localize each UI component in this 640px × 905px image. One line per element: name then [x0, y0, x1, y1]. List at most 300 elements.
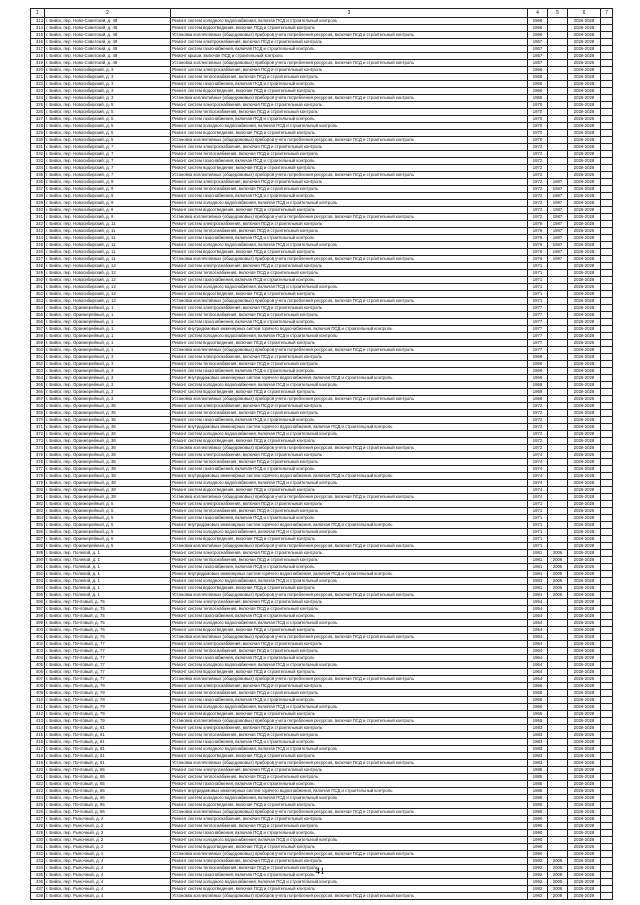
cell-col-7	[601, 753, 613, 760]
cell-year-built: 1985	[528, 788, 548, 795]
cell-year-repair	[548, 508, 568, 515]
cell-address: г. Бийск, пер. Ново-Советский, д. 48	[45, 18, 171, 25]
cell-number: 399	[31, 620, 45, 627]
cell-number: 337	[31, 186, 45, 193]
cell-address: г. Бийск, пер. Почтовый, д. 85	[45, 795, 171, 802]
table-row	[31, 396, 613, 403]
cell-year-built: 1972	[528, 172, 548, 179]
cell-year-repair	[548, 102, 568, 109]
table-row	[31, 326, 613, 333]
table-row	[31, 676, 613, 683]
cell-year-built: 1971	[528, 515, 548, 522]
cell-year-built: 1992	[528, 872, 548, 879]
cell-period: 2026-2028	[568, 886, 601, 893]
cell-address: г. Бийск, пер. Рыночный, д. 2	[45, 823, 171, 830]
cell-col-7	[601, 718, 613, 725]
cell-col-7	[601, 18, 613, 25]
cell-address: г. Бийск, пер. Оранжерейный, д. 3	[45, 368, 171, 375]
cell-number: 323	[31, 88, 45, 95]
cell-year-built: 1972	[528, 193, 548, 200]
table-row	[31, 739, 613, 746]
cell-period: 2026-2028	[568, 571, 601, 578]
cell-year-built: 1971	[528, 543, 548, 550]
cell-work-type: Ремонт систем водоотведения, включая ПСД и строительный контроль	[171, 844, 528, 851]
cell-year-built: 1972	[528, 445, 548, 452]
cell-col-7	[601, 704, 613, 711]
table-row	[31, 802, 613, 809]
cell-year-repair	[548, 823, 568, 830]
cell-address: г. Бийск, пер. Новосибирский, д. 3	[45, 88, 171, 95]
cell-col-7	[601, 690, 613, 697]
table-row	[31, 837, 613, 844]
cell-period: 2026-2028	[568, 844, 601, 851]
table-row	[31, 221, 613, 228]
cell-year-repair	[548, 613, 568, 620]
cell-period: 2026-2028	[568, 879, 601, 886]
cell-year-repair	[548, 620, 568, 627]
cell-number: 416	[31, 739, 45, 746]
cell-address: г. Бийск, пер. Оранжерейный, д. 38	[45, 459, 171, 466]
cell-col-7	[601, 396, 613, 403]
cell-number: 418	[31, 753, 45, 760]
cell-number: 391	[31, 564, 45, 571]
cell-year-repair	[548, 361, 568, 368]
cell-col-7	[601, 102, 613, 109]
cell-number: 351	[31, 284, 45, 291]
cell-year-built: 1965	[528, 704, 548, 711]
table-row	[31, 711, 613, 718]
cell-col-7	[601, 158, 613, 165]
cell-work-type: Ремонт систем водоотведения, включая ПСД и строительный контроль	[171, 207, 528, 214]
cell-work-type: Ремонт систем газоснабжения, включая ПСД и строительный контроль	[171, 81, 528, 88]
cell-address: г. Бийск, пер. Почтовый, д. 79	[45, 690, 171, 697]
cell-period: 2026-2028	[568, 536, 601, 543]
cell-address: г. Бийск, пер. Оранжерейный, д. 1	[45, 305, 171, 312]
cell-number: 395	[31, 592, 45, 599]
table-row	[31, 95, 613, 102]
cell-year-built: 1976	[528, 235, 548, 242]
cell-year-built: 1977	[528, 326, 548, 333]
cell-period: 2026-2028	[568, 186, 601, 193]
cell-year-repair	[548, 25, 568, 32]
cell-col-7	[601, 200, 613, 207]
cell-period: 2026-2028	[568, 116, 601, 123]
cell-col-7	[601, 725, 613, 732]
cell-number: 322	[31, 81, 45, 88]
cell-work-type: Ремонт систем водоотведения, включая ПСД и строительный контроль	[171, 753, 528, 760]
cell-col-7	[601, 487, 613, 494]
cell-address: г. Бийск, пер. Рыночный, д. 2	[45, 816, 171, 823]
cell-number: 414	[31, 725, 45, 732]
cell-period: 2026-2028	[568, 235, 601, 242]
cell-work-type: Ремонт систем газоснабжения, включая ПСД и строительный контроль	[171, 417, 528, 424]
cell-col-7	[601, 137, 613, 144]
cell-number: 373	[31, 438, 45, 445]
cell-year-built: 1985	[528, 767, 548, 774]
cell-address: г. Бийск, пер. Почтовый, д. 79	[45, 718, 171, 725]
table-row	[31, 249, 613, 256]
cell-work-type: Ремонт систем холодного водоснабжения, включая ПСД и строительный контроль	[171, 529, 528, 536]
cell-year-repair	[548, 725, 568, 732]
cell-number: 431	[31, 844, 45, 851]
cell-address: г. Бийск, пер. Оранжерейный, д. 5	[45, 501, 171, 508]
cell-work-type: Ремонт систем теплоснабжения, включая ПСД и строительный контроль	[171, 410, 528, 417]
table-row	[31, 228, 613, 235]
table-row	[31, 746, 613, 753]
cell-year-built: 1981	[528, 557, 548, 564]
cell-year-repair	[548, 81, 568, 88]
cell-year-repair	[548, 690, 568, 697]
cell-number: 438	[31, 893, 45, 900]
cell-period: 2026-2028	[568, 53, 601, 60]
table-row	[31, 172, 613, 179]
cell-number: 333	[31, 158, 45, 165]
cell-col-7	[601, 67, 613, 74]
table-row	[31, 536, 613, 543]
cell-address: г. Бийск, пер. Новосибирский, д. 11	[45, 228, 171, 235]
cell-address: г. Бийск, пер. Оранжерейный, д. 3	[45, 396, 171, 403]
cell-col-7	[601, 823, 613, 830]
cell-period: 2026-2028	[568, 466, 601, 473]
cell-number: 316	[31, 39, 45, 46]
cell-year-built: 1985	[528, 781, 548, 788]
cell-year-repair	[548, 788, 568, 795]
cell-number: 367	[31, 396, 45, 403]
cell-year-repair	[548, 662, 568, 669]
cell-address: г. Бийск, пер. Почтовый, д. 85	[45, 774, 171, 781]
table-row	[31, 235, 613, 242]
cell-year-repair	[548, 501, 568, 508]
cell-number: 318	[31, 53, 45, 60]
cell-year-repair: 1987	[548, 193, 568, 200]
cell-col-7	[601, 431, 613, 438]
table-row	[31, 319, 613, 326]
cell-work-type: Установка коллективных (общедомовых) приборов учета потребления ресурсов, включая ПСД и строительный контроль	[171, 347, 528, 354]
cell-period: 2026-2028	[568, 529, 601, 536]
cell-year-built: 1965	[528, 711, 548, 718]
cell-work-type: Ремонт систем электроснабжения, включая ПСД и строительный контроль	[171, 221, 528, 228]
cell-col-7	[601, 641, 613, 648]
cell-address: г. Бийск, пер. Почтовый, д. 79	[45, 711, 171, 718]
cell-work-type: Ремонт систем электроснабжения, включая ПСД и строительный контроль	[171, 550, 528, 557]
cell-work-type: Ремонт систем водоотведения, включая ПСД и строительный контроль	[171, 802, 528, 809]
cell-year-built: 1954	[528, 606, 548, 613]
cell-year-built: 1983	[528, 760, 548, 767]
cell-address: г. Бийск, пер. Почтовый, д. 77	[45, 641, 171, 648]
cell-work-type: Ремонт систем электроснабжения, включая ПСД и строительный контроль	[171, 263, 528, 270]
cell-period: 2026-2028	[568, 606, 601, 613]
cell-year-repair	[548, 312, 568, 319]
cell-col-7	[601, 144, 613, 151]
cell-number: 369	[31, 410, 45, 417]
cell-period: 2026-2028	[568, 368, 601, 375]
cell-period: 2026-2028	[568, 858, 601, 865]
cell-col-7	[601, 858, 613, 865]
cell-year-repair	[548, 606, 568, 613]
cell-address: г. Бийск, пер. Почтовый, д. 79	[45, 683, 171, 690]
cell-col-7	[601, 529, 613, 536]
cell-period: 2026-2028	[568, 431, 601, 438]
cell-col-7	[601, 25, 613, 32]
cell-year-built: 1969	[528, 396, 548, 403]
header-row	[31, 9, 613, 18]
cell-year-built: 1972	[528, 431, 548, 438]
table-row	[31, 81, 613, 88]
cell-work-type: Установка коллективных (общедомовых) приборов учета потребления ресурсов, включая ПСД и строительный контроль	[171, 893, 528, 900]
cell-year-repair	[548, 795, 568, 802]
cell-work-type: Ремонт систем холодного водоснабжения, включая ПСД и строительный контроль	[171, 200, 528, 207]
cell-col-7	[601, 466, 613, 473]
cell-address: г. Бийск, пер. Новосибирский, д. 7	[45, 158, 171, 165]
cell-year-repair: 1987	[548, 249, 568, 256]
cell-work-type: Ремонт систем холодного водоснабжения, включая ПСД и строительный контроль	[171, 662, 528, 669]
cell-year-built: 1985	[528, 774, 548, 781]
cell-number: 314	[31, 25, 45, 32]
cell-col-7	[601, 81, 613, 88]
cell-number: 430	[31, 837, 45, 844]
table-row	[31, 830, 613, 837]
cell-work-type: Ремонт систем электроснабжения, включая ПСД и строительный контроль	[171, 816, 528, 823]
cell-col-7	[601, 774, 613, 781]
cell-period: 2026-2028	[568, 487, 601, 494]
cell-address: г. Бийск, пер. Рыночный, д. 4	[45, 879, 171, 886]
cell-number: 422	[31, 781, 45, 788]
cell-work-type: Ремонт систем газоснабжения, включая ПСД и строительный контроль	[171, 515, 528, 522]
cell-period: 2026-2028	[568, 697, 601, 704]
cell-year-repair	[548, 116, 568, 123]
cell-address: г. Бийск, пер. Новосибирский, д. 11	[45, 221, 171, 228]
cell-period: 2026-2028	[568, 683, 601, 690]
cell-work-type: Установка коллективных (общедомовых) приборов учета потребления ресурсов, включая ПСД и строительный контроль	[171, 718, 528, 725]
cell-number: 410	[31, 697, 45, 704]
cell-address: г. Бийск, пер. Почтовый, д. 75	[45, 634, 171, 641]
cell-address: г. Бийск, пер. Рыночный, д. 4	[45, 865, 171, 872]
cell-period: 2026-2028	[568, 333, 601, 340]
cell-year-repair	[548, 487, 568, 494]
cell-number: 407	[31, 676, 45, 683]
table-row	[31, 781, 613, 788]
cell-year-repair	[548, 816, 568, 823]
cell-number: 336	[31, 179, 45, 186]
table-row	[31, 123, 613, 130]
table-row	[31, 494, 613, 501]
cell-number: 377	[31, 466, 45, 473]
cell-number: 437	[31, 886, 45, 893]
cell-col-7	[601, 452, 613, 459]
cell-col-7	[601, 508, 613, 515]
cell-address: г. Бийск, пер. Оранжерейный, д. 1	[45, 319, 171, 326]
cell-year-built: 1972	[528, 165, 548, 172]
cell-work-type: Ремонт систем водоотведения, включая ПСД и строительный контроль	[171, 249, 528, 256]
table-row	[31, 130, 613, 137]
cell-year-repair	[548, 676, 568, 683]
cell-year-repair	[548, 494, 568, 501]
table-row	[31, 424, 613, 431]
cell-col-7	[601, 669, 613, 676]
table-row	[31, 599, 613, 606]
cell-number: 389	[31, 550, 45, 557]
cell-number: 428	[31, 823, 45, 830]
cell-period: 2026-2028	[568, 214, 601, 221]
cell-col-7	[601, 683, 613, 690]
header-col-2: 2	[45, 9, 171, 18]
cell-address: г. Бийск, пер. Ново-Советский, д. 48	[45, 32, 171, 39]
cell-year-built: 1981	[528, 550, 548, 557]
cell-period: 2026-2028	[568, 774, 601, 781]
cell-number: 326	[31, 109, 45, 116]
cell-year-repair	[548, 466, 568, 473]
cell-work-type: Установка коллективных (общедомовых) приборов учета потребления ресурсов, включая ПСД и строительный контроль	[171, 214, 528, 221]
cell-number: 400	[31, 627, 45, 634]
cell-work-type: Ремонт систем теплоснабжения, включая ПСД и строительный контроль	[171, 312, 528, 319]
cell-address: г. Бийск, пер. Почтовый, д. 75	[45, 627, 171, 634]
table-row	[31, 403, 613, 410]
cell-col-7	[601, 354, 613, 361]
cell-period: 2026-2028	[568, 480, 601, 487]
table-row	[31, 823, 613, 830]
cell-col-7	[601, 53, 613, 60]
cell-year-built: 1970	[528, 130, 548, 137]
cell-address: г. Бийск, пер. Оранжерейный, д. 36	[45, 431, 171, 438]
cell-address: г. Бийск, пер. Оранжерейный, д. 3	[45, 361, 171, 368]
cell-year-built: 1969	[528, 368, 548, 375]
table-row	[31, 879, 613, 886]
cell-col-7	[601, 221, 613, 228]
cell-col-7	[601, 389, 613, 396]
cell-number: 398	[31, 613, 45, 620]
cell-address: г. Бийск, пер. Почтовый, д. 77	[45, 662, 171, 669]
cell-col-7	[601, 361, 613, 368]
cell-year-repair: 2006	[548, 592, 568, 599]
cell-col-7	[601, 95, 613, 102]
cell-address: г. Бийск, пер. Почтовый, д. 77	[45, 676, 171, 683]
cell-address: г. Бийск, пер. Ново-Советский, д. 49	[45, 60, 171, 67]
cell-work-type: Ремонт систем электроснабжения, включая ПСД и строительный контроль	[171, 102, 528, 109]
table-row	[31, 179, 613, 186]
cell-year-built: 1971	[528, 270, 548, 277]
cell-number: 384	[31, 515, 45, 522]
cell-address: г. Бийск, пер. Оранжерейный, д. 1	[45, 326, 171, 333]
cell-work-type: Ремонт систем теплоснабжения, включая ПСД и строительный контроль	[171, 823, 528, 830]
cell-year-repair	[548, 648, 568, 655]
cell-work-type: Ремонт систем газоснабжения, включая ПСД и строительный контроль	[171, 116, 528, 123]
cell-col-7	[601, 788, 613, 795]
cell-address: г. Бийск, пер. Оранжерейный, д. 5	[45, 536, 171, 543]
cell-number: 378	[31, 473, 45, 480]
cell-year-built: 1971	[528, 277, 548, 284]
cell-work-type: Ремонт систем газоснабжения, включая ПСД и строительный контроль	[171, 739, 528, 746]
cell-year-built: 1977	[528, 319, 548, 326]
cell-period: 2026-2028	[568, 242, 601, 249]
cell-work-type: Ремонт систем электроснабжения, включая ПСД и строительный контроль	[171, 403, 528, 410]
cell-number: 426	[31, 809, 45, 816]
cell-work-type: Ремонт внутридомовых инженерных систем горячего водоснабжения, включая ПСД и строительный контроль	[171, 522, 528, 529]
cell-period: 2026-2028	[568, 263, 601, 270]
cell-col-7	[601, 522, 613, 529]
cell-year-repair	[548, 32, 568, 39]
cell-year-built: 1971	[528, 501, 548, 508]
table-row	[31, 592, 613, 599]
cell-work-type: Ремонт систем теплоснабжения, включая ПСД и строительный контроль	[171, 459, 528, 466]
cell-year-built: 1972	[528, 144, 548, 151]
cell-year-repair	[548, 151, 568, 158]
cell-number: 340	[31, 207, 45, 214]
cell-year-repair	[548, 368, 568, 375]
cell-year-built: 1976	[528, 256, 548, 263]
cell-address: г. Бийск, пер. Почтовый, д. 75	[45, 613, 171, 620]
cell-period: 2026-2028	[568, 130, 601, 137]
table-row	[31, 571, 613, 578]
table-row	[31, 452, 613, 459]
cell-period: 2026-2028	[568, 445, 601, 452]
cell-work-type: Ремонт систем холодного водоснабжения, включая ПСД и строительный контроль	[171, 620, 528, 627]
cell-year-built: 1972	[528, 417, 548, 424]
cell-address: г. Бийск, пер. Почтовый, д. 81	[45, 753, 171, 760]
cell-number: 424	[31, 795, 45, 802]
cell-col-7	[601, 445, 613, 452]
cell-col-7	[601, 816, 613, 823]
cell-period: 2026-2028	[568, 193, 601, 200]
cell-number: 344	[31, 235, 45, 242]
cell-year-built: 1992	[528, 879, 548, 886]
cell-address: г. Бийск, пер. Оранжерейный, д. 5	[45, 508, 171, 515]
cell-address: г. Бийск, пер. Почтовый, д. 79	[45, 697, 171, 704]
cell-period: 2026-2028	[568, 746, 601, 753]
cell-period: 2026-2028	[568, 459, 601, 466]
cell-number: 427	[31, 816, 45, 823]
cell-period: 2026-2028	[568, 872, 601, 879]
cell-year-built: 1970	[528, 123, 548, 130]
cell-work-type: Ремонт систем газоснабжения, включая ПСД и строительный контроль	[171, 781, 528, 788]
cell-period: 2026-2028	[568, 613, 601, 620]
cell-number: 435	[31, 872, 45, 879]
cell-col-7	[601, 648, 613, 655]
cell-period: 2026-2028	[568, 690, 601, 697]
cell-col-7	[601, 515, 613, 522]
cell-number: 361	[31, 354, 45, 361]
cell-address: г. Бийск, пер. Почтовый, д. 81	[45, 725, 171, 732]
cell-period: 2026-2028	[568, 312, 601, 319]
cell-year-repair	[548, 718, 568, 725]
cell-col-7	[601, 557, 613, 564]
cell-work-type: Ремонт систем водоотведения, включая ПСД и строительный контроль	[171, 389, 528, 396]
cell-work-type: Установка коллективных (общедомовых) приборов учета потребления ресурсов, включая ПСД и строительный контроль	[171, 445, 528, 452]
cell-work-type: Ремонт систем электроснабжения, включая ПСД и строительный контроль	[171, 39, 528, 46]
cell-address: г. Бийск, пер. Полевой, д. 1	[45, 550, 171, 557]
cell-year-repair	[548, 760, 568, 767]
cell-number: 412	[31, 711, 45, 718]
cell-col-7	[601, 130, 613, 137]
cell-year-repair: 2006	[548, 564, 568, 571]
cell-year-repair	[548, 123, 568, 130]
table-row	[31, 459, 613, 466]
table-row	[31, 277, 613, 284]
cell-number: 370	[31, 417, 45, 424]
cell-period: 2026-2028	[568, 851, 601, 858]
cell-work-type: Ремонт систем водоотведения, включая ПСД и строительный контроль	[171, 886, 528, 893]
table-row	[31, 515, 613, 522]
table-row	[31, 522, 613, 529]
cell-year-built: 1969	[528, 354, 548, 361]
cell-col-7	[601, 382, 613, 389]
cell-year-built: 1977	[528, 312, 548, 319]
cell-col-7	[601, 305, 613, 312]
cell-period: 2026-2028	[568, 403, 601, 410]
cell-address: г. Бийск, пер. Оранжерейный, д. 1	[45, 312, 171, 319]
cell-period: 2026-2028	[568, 67, 601, 74]
cell-number: 321	[31, 74, 45, 81]
cell-period: 2026-2028	[568, 704, 601, 711]
